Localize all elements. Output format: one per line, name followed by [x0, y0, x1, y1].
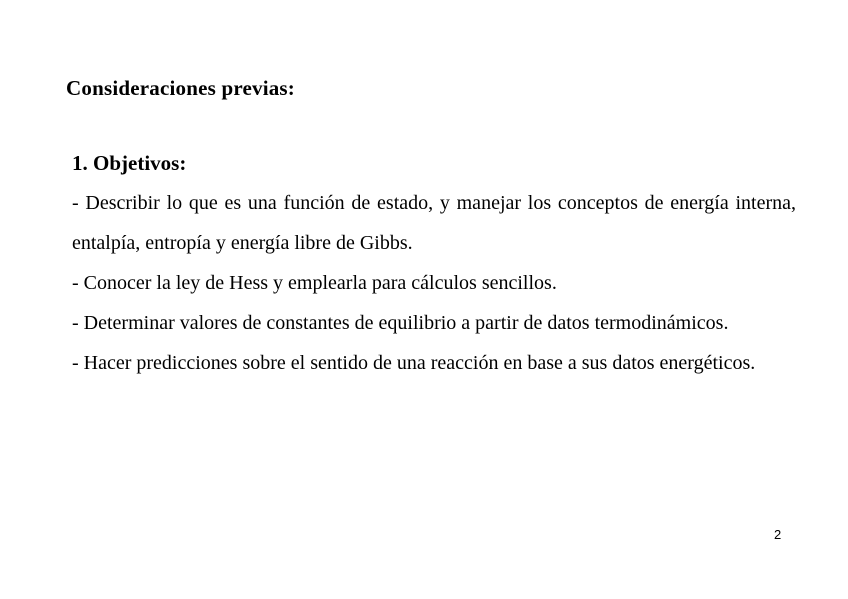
page-number: 2 — [774, 527, 782, 542]
objectives-list — [72, 183, 796, 383]
objective-item: - Describir lo que es una función de estado, y manejar los conceptos de energía interna, entalpía, entropía y energía libre de Gibbs. — [72, 192, 796, 254]
page-heading: Consideraciones previas: — [66, 76, 295, 100]
objective-item: - Conocer la ley de Hess y emplearla para cálculos sencillos. — [72, 272, 557, 294]
section-title: 1. Objetivos: — [72, 151, 187, 175]
objective-item: - Determinar valores de constantes de equilibrio a partir de datos termodinámicos. — [72, 312, 729, 334]
objective-item: - Hacer predicciones sobre el sentido de una reacción en base a sus datos energéticos. — [72, 352, 756, 374]
